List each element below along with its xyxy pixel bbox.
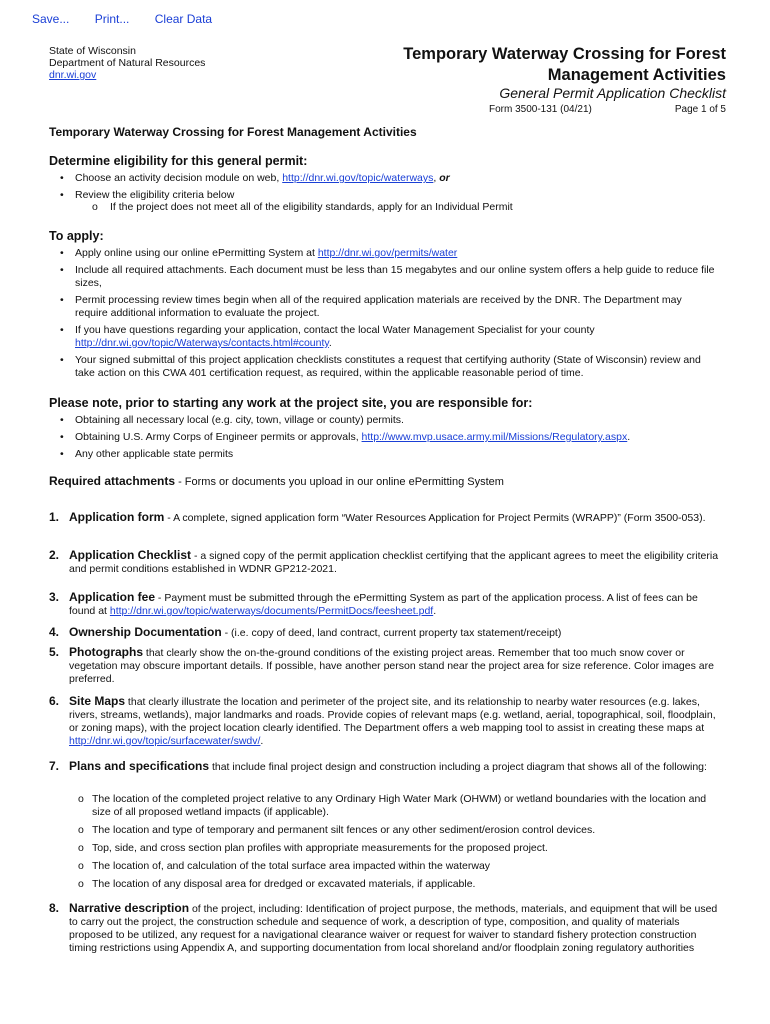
agency-website-link[interactable]: dnr.wi.gov: [49, 69, 97, 81]
usace-link[interactable]: http://www.mvp.usace.army.mil/Missions/Regulatory.aspx: [361, 431, 628, 443]
list-item: • Review the eligibility criteria below: [60, 189, 715, 202]
agency-department: Department of Natural Resources: [49, 57, 206, 69]
eligibility-heading: Determine eligibility for this general permit:: [49, 154, 308, 168]
swdv-link[interactable]: http://dnr.wi.gov/topic/surfacewater/swdv/: [69, 735, 261, 747]
attachment-item: 2. Application Checklist - a signed copy of the permit application checklist certifying that the applicant agrees to meet the eligibility criteria and permit conditions established in WDNR GP212-2021.: [49, 548, 719, 575]
print-button[interactable]: Print...: [94, 12, 130, 26]
list-item: • If you have questions regarding your application, contact the local Water Management Specialist for your county http://dnr.wi.gov/topic/Waterways/contacts.html#county.: [60, 324, 715, 350]
list-item: o Top, side, and cross section plan profiles with appropriate measurements for the proposed project.: [78, 842, 718, 855]
page-number: Page 1 of 5: [674, 104, 726, 115]
toolbar: [32, 12, 234, 26]
list-item: o The location of the completed project relative to any Ordinary High Water Mark (OHWM) or wetland boundaries with the location and size of all proposed wetland impacts (if applicable).: [78, 793, 718, 819]
list-item: • Your signed submittal of this project application checklists constitutes a request that certifying authority (State of Wisconsin) review and take action on this CWA 401 certification request, as required, within the applicable reasonable period of time.: [60, 354, 715, 380]
agency-state: State of Wisconsin: [49, 45, 136, 57]
attachment-item: 5. Photographs that clearly show the on-the-ground conditions of the existing project areas. Remember that too much snow cover or vegetation may obscure important details. If possible, have another person stand near the project area for size reference. Color images are preferred.: [49, 645, 714, 685]
eligibility-subitem: If the project does not meet all of the eligibility standards, apply for an Individual Permit: [110, 201, 513, 213]
attachment-item: 4. Ownership Documentation - (i.e. copy of deed, land contract, current property tax statement/receipt): [49, 625, 562, 639]
required-attachments: Required attachments - Forms or documents you upload in our online ePermitting System: [49, 474, 504, 488]
save-button[interactable]: Save...: [32, 12, 70, 26]
list-item: • Any other applicable state permits: [60, 448, 715, 461]
note-heading: Please note, prior to starting any work at the project site, you are responsible for:: [49, 396, 533, 410]
attachment-item: 1. Application form - A complete, signed application form “Water Resources Application for Project Permits (WRAPP)” (Form 3500-053).: [49, 510, 706, 524]
permits-water-link[interactable]: http://dnr.wi.gov/permits/water: [317, 247, 458, 259]
list-item: • Include all required attachments. Each document must be less than 15 megabytes and our online system offers a help guide to reduce file sizes,: [60, 264, 715, 290]
apply-heading: To apply:: [49, 229, 104, 243]
list-item: • Obtaining U.S. Army Corps of Engineer permits or approvals, http://www.mvp.usace.army.mil/Missions/Regulatory.aspx.: [60, 431, 715, 444]
waterways-link[interactable]: http://dnr.wi.gov/topic/waterways: [282, 172, 434, 184]
plans-subitem-list: [78, 793, 718, 896]
apply-list: [60, 247, 715, 384]
attachment-item: 8. Narrative description of the project, including: Identification of project purpose, the methods, materials, and equipment that will be used to carry out the project, the construction schedule and sequence of work, a description of type, composition, and quality of materials proposed to be utilized, any request for a navigational clearance waiver or request for waiver to standard fishery protection construction timing restrictions using Appendix A, and supporting documentation from local shoreland and/or floodplain zoning regulatory authorities: [49, 901, 718, 954]
feesheet-link[interactable]: http://dnr.wi.gov/topic/waterways/documents/PermitDocs/feesheet.pdf: [109, 605, 434, 617]
title-line-1: Temporary Waterway Crossing for Forest: [403, 45, 726, 63]
list-item: • Choose an activity decision module on web, http://dnr.wi.gov/topic/waterways, or: [60, 172, 715, 185]
list-item: • Permit processing review times begin when all of the required application materials are received by the DNR. The Department may require additional information to evaluate the project.: [60, 294, 715, 320]
list-item: • Apply online using our online ePermitting System at http://dnr.wi.gov/permits/water: [60, 247, 715, 260]
section-heading: Temporary Waterway Crossing for Forest Management Activities: [49, 125, 417, 139]
list-item: • Obtaining all necessary local (e.g. city, town, village or county) permits.: [60, 414, 715, 427]
agency-block: [49, 45, 205, 81]
attachment-item: 6. Site Maps that clearly illustrate the location and perimeter of the project site, and its relationship to nearby water resources (e.g. lakes, rivers, streams, wetlands), major landmarks and roads. Provide copies of relevant maps (e.g. wetland, aerial, topographical, soil, floodplain, or zoning maps), with the project location clearly identified. The Department offers a web mapping tool to assist in creating these maps at http://dnr.wi.gov/topic/surfacewater/swdv/.: [49, 694, 716, 747]
document-subtitle: General Permit Application Checklist: [499, 85, 726, 101]
attachment-item: 3. Application fee - Payment must be submitted through the ePermitting System as part of the application process. A list of fees can be found at http://dnr.wi.gov/topic/waterways/documents/PermitDocs/feesheet.pdf.: [49, 590, 698, 617]
clear-data-button[interactable]: Clear Data: [154, 12, 213, 26]
document-title: [403, 44, 726, 86]
list-item: o The location of, and calculation of the total surface area impacted within the waterway: [78, 860, 718, 873]
form-number: Form 3500-131 (04/21): [489, 104, 592, 115]
attachment-item: 7. Plans and specifications that include final project design and construction including a project diagram that shows all of the following:: [49, 759, 707, 773]
contacts-link[interactable]: http://dnr.wi.gov/topic/Waterways/contacts.html#county: [75, 337, 329, 349]
title-line-2: Management Activities: [547, 66, 726, 84]
list-item: o The location and type of temporary and permanent silt fences or any other sediment/erosion control devices.: [78, 824, 718, 837]
note-list: [60, 414, 715, 465]
sub-marker: o: [92, 201, 98, 213]
list-item: o The location of any disposal area for dredged or excavated materials, if applicable.: [78, 878, 718, 891]
